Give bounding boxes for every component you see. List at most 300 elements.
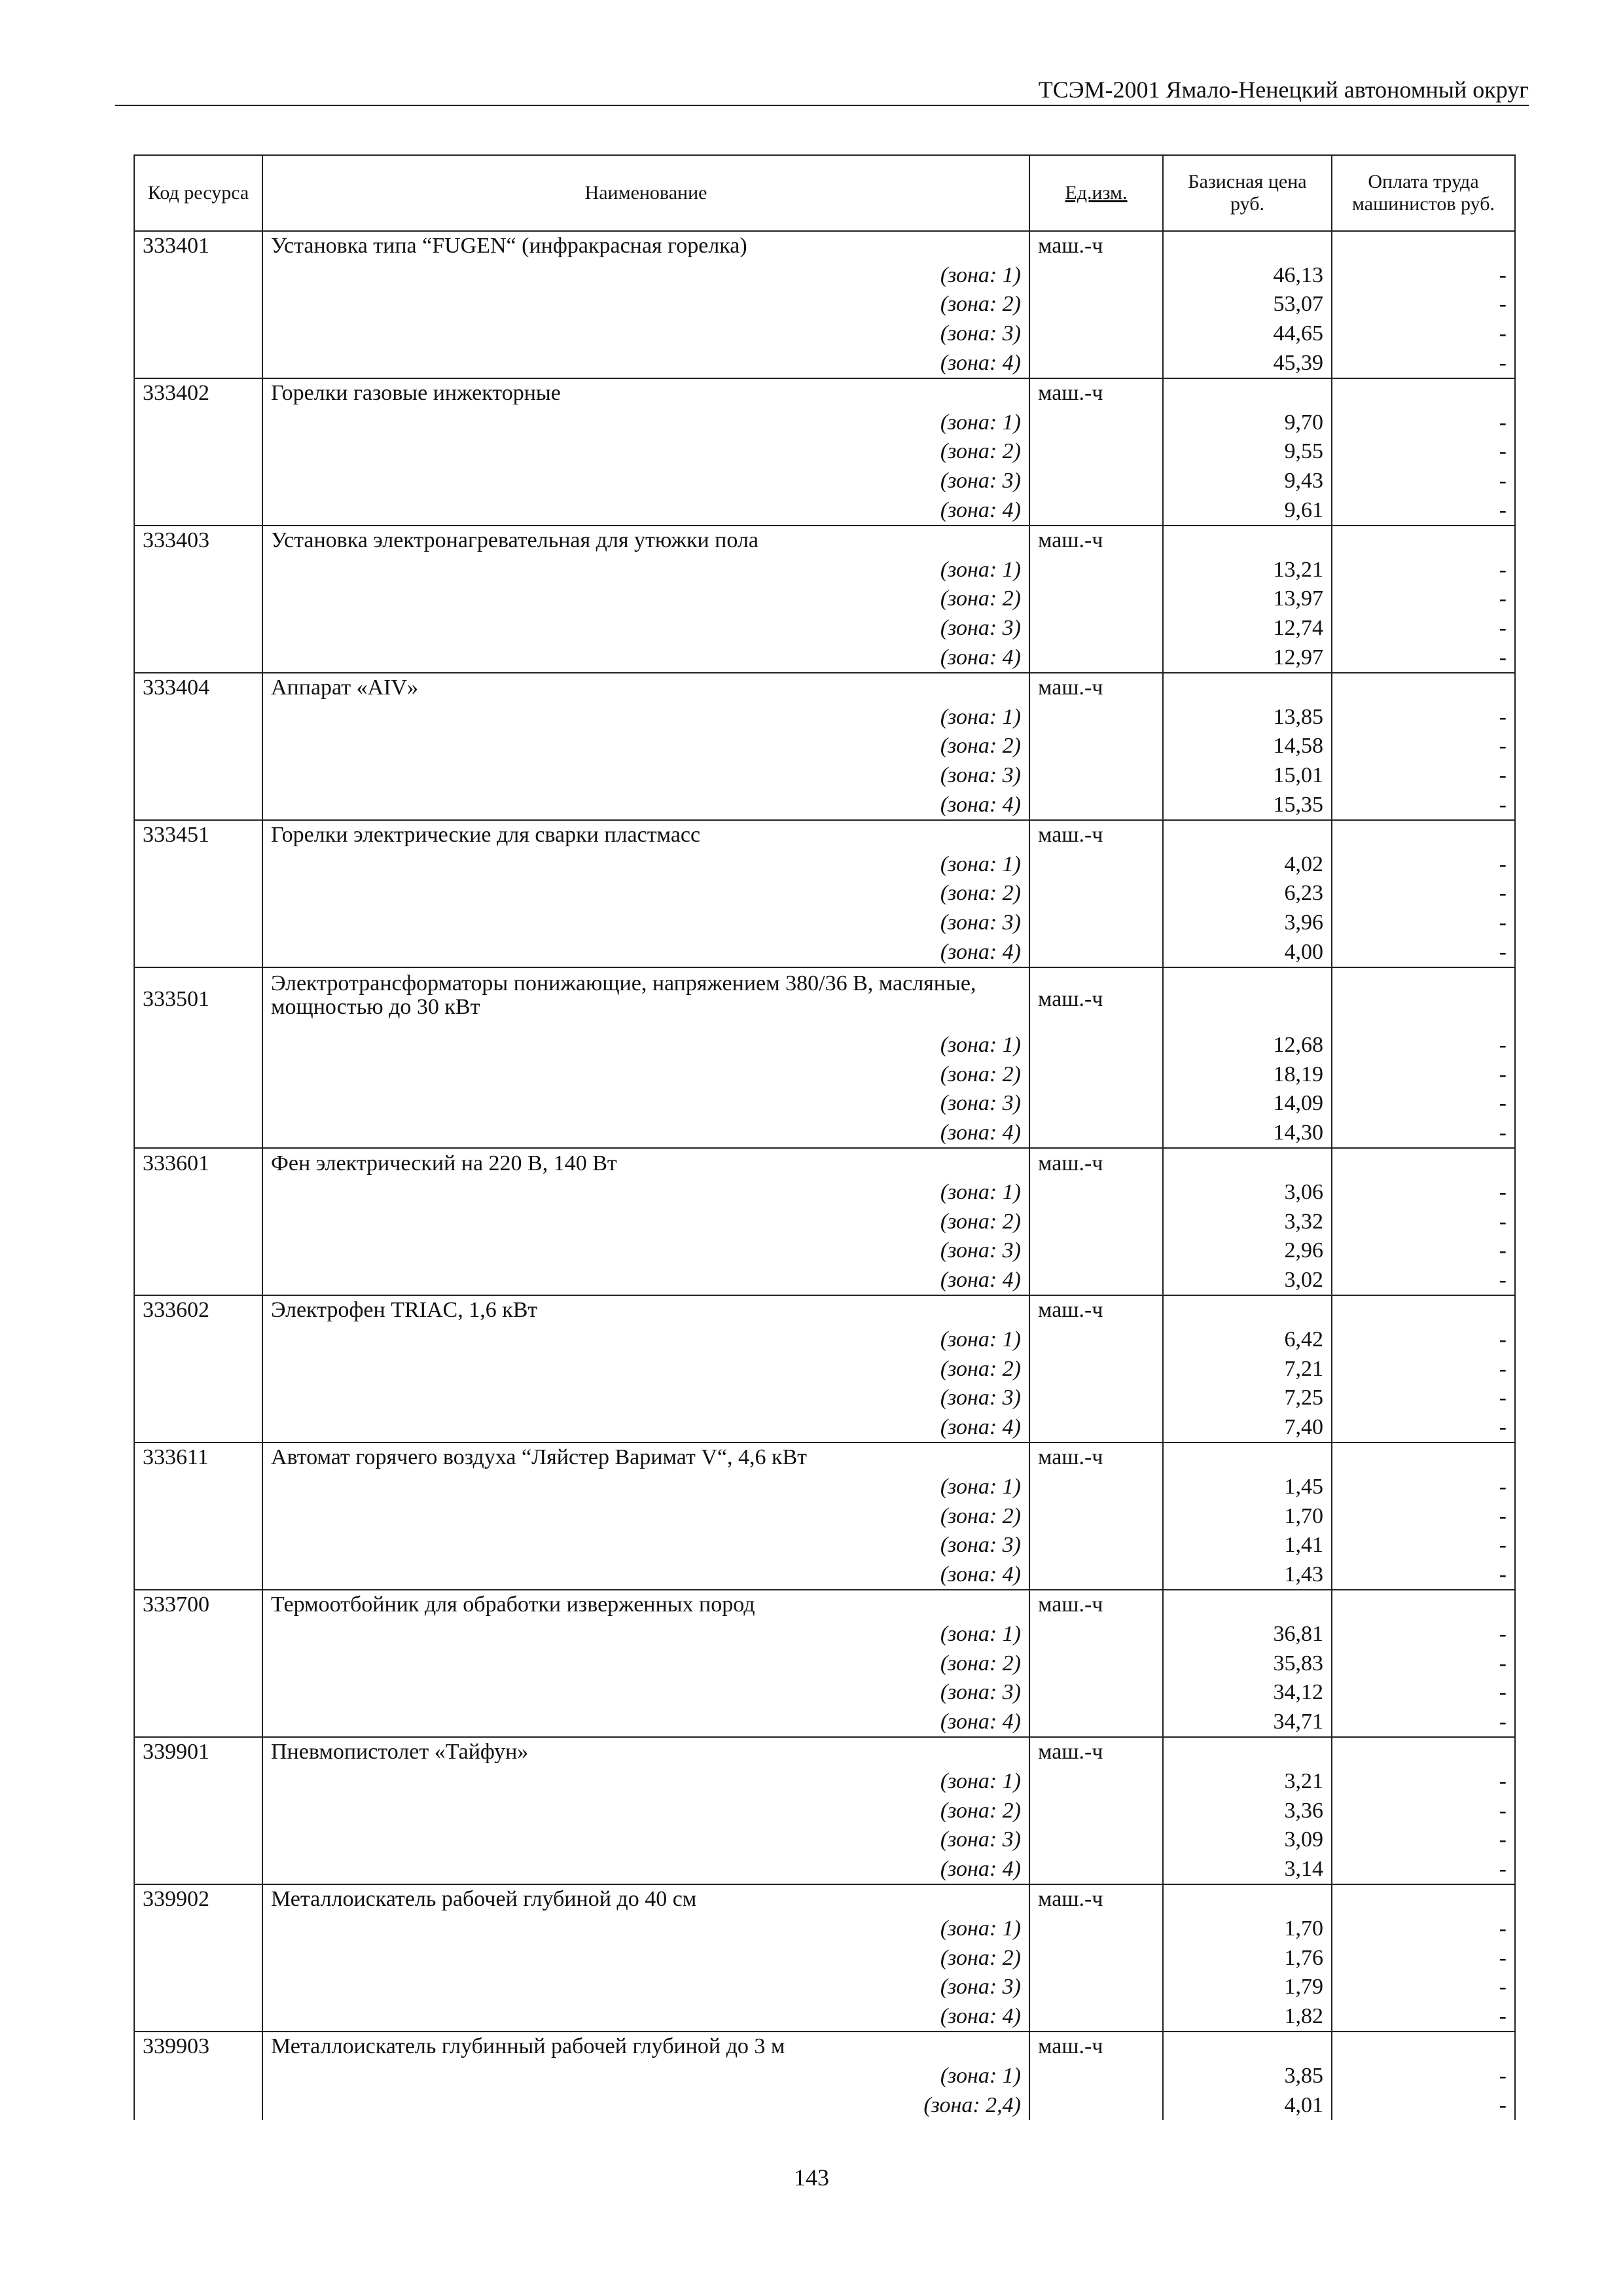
zone-label: (зона: 2) [262,1060,1029,1089]
zone-row [134,1973,1515,2002]
zone-label: (зона: 3) [262,1678,1029,1708]
zone-unit-empty [1029,1796,1163,1825]
zone-unit-empty [1029,495,1163,526]
zone-code-empty [134,1119,262,1149]
zone-label: (зона: 1) [262,261,1029,291]
zone-code-empty [134,2062,262,2091]
resource-code: 339903 [134,2032,262,2062]
zone-row [134,2090,1515,2120]
zone-base-price: 1,41 [1163,1531,1332,1560]
zone-row [134,1089,1515,1119]
zone-label: (зона: 4) [262,2001,1029,2032]
zone-operator-pay: - [1332,1620,1515,1649]
zone-row [134,1854,1515,1884]
zone-code-empty [134,614,262,643]
resource-row [134,967,1515,1031]
zone-code-empty [134,1031,262,1060]
zone-operator-pay: - [1332,556,1515,585]
resource-price-empty [1163,231,1332,261]
zone-code-empty [134,437,262,467]
zone-code-empty [134,495,262,526]
zone-row [134,1531,1515,1560]
zone-unit-empty [1029,761,1163,791]
resource-unit: маш.-ч [1029,1295,1163,1325]
header-base-price: Базисная цена руб. [1163,155,1332,231]
zone-base-price: 1,82 [1163,2001,1332,2032]
zone-row [134,1708,1515,1738]
zone-base-price: 3,21 [1163,1767,1332,1797]
zone-unit-empty [1029,1560,1163,1590]
zone-base-price: 9,61 [1163,495,1332,526]
zone-code-empty [134,1767,262,1797]
resource-table [134,154,1516,2120]
header-divider [115,105,1529,106]
zone-row [134,2001,1515,2032]
zone-base-price: 3,85 [1163,2062,1332,2091]
resource-row [134,1884,1515,1914]
zone-unit-empty [1029,1620,1163,1649]
zone-row [134,703,1515,732]
zone-base-price: 36,81 [1163,1620,1332,1649]
zone-code-empty [134,467,262,496]
zone-unit-empty [1029,1119,1163,1149]
zone-label: (зона: 3) [262,1384,1029,1413]
zone-label: (зона: 1) [262,1178,1029,1208]
zone-unit-empty [1029,319,1163,349]
zone-unit-empty [1029,1973,1163,2002]
zone-operator-pay: - [1332,879,1515,908]
zone-operator-pay: - [1332,495,1515,526]
zone-row [134,790,1515,820]
zone-base-price: 46,13 [1163,261,1332,291]
zone-row [134,1678,1515,1708]
zone-unit-empty [1029,879,1163,908]
resource-price-empty [1163,1148,1332,1178]
resource-price-empty [1163,967,1332,1031]
zone-unit-empty [1029,467,1163,496]
zone-code-empty [134,1649,262,1678]
resource-price-empty [1163,1737,1332,1767]
zone-row [134,1620,1515,1649]
zone-code-empty [134,319,262,349]
zone-operator-pay: - [1332,614,1515,643]
zone-base-price: 7,21 [1163,1354,1332,1384]
zone-operator-pay: - [1332,1943,1515,1973]
resource-unit: маш.-ч [1029,526,1163,556]
zone-base-price: 35,83 [1163,1649,1332,1678]
resource-row [134,1737,1515,1767]
resource-code: 339902 [134,1884,262,1914]
zone-base-price: 13,97 [1163,584,1332,614]
zone-code-empty [134,1796,262,1825]
zone-row [134,1501,1515,1531]
zone-base-price: 9,70 [1163,408,1332,438]
zone-unit-empty [1029,1501,1163,1531]
resource-price-empty [1163,2032,1332,2062]
zone-base-price: 12,68 [1163,1031,1332,1060]
zone-unit-empty [1029,2001,1163,2032]
resource-unit: маш.-ч [1029,2032,1163,2062]
zone-unit-empty [1029,1413,1163,1443]
zone-code-empty [134,408,262,438]
zone-code-empty [134,1207,262,1236]
zone-label: (зона: 1) [262,1325,1029,1355]
resource-name: Аппарат «AIV» [262,673,1029,703]
zone-base-price: 6,23 [1163,879,1332,908]
zone-row [134,1384,1515,1413]
zone-base-price: 15,35 [1163,790,1332,820]
zone-operator-pay: - [1332,1473,1515,1502]
zone-row [134,584,1515,614]
resource-code: 339901 [134,1737,262,1767]
zone-base-price: 44,65 [1163,319,1332,349]
resource-pay-empty [1332,231,1515,261]
resource-row [134,820,1515,850]
zone-label: (зона: 3) [262,467,1029,496]
zone-unit-empty [1029,614,1163,643]
resource-unit: маш.-ч [1029,231,1163,261]
zone-row [134,1473,1515,1502]
zone-code-empty [134,761,262,791]
zone-base-price: 3,32 [1163,1207,1332,1236]
zone-label: (зона: 4) [262,643,1029,673]
resource-unit: маш.-ч [1029,1737,1163,1767]
zone-label: (зона: 3) [262,1973,1029,2002]
zone-label: (зона: 3) [262,761,1029,791]
resource-pay-empty [1332,967,1515,1031]
zone-code-empty [134,348,262,378]
zone-row [134,1178,1515,1208]
zone-row [134,290,1515,319]
table-header-row [134,155,1515,231]
resource-code: 333403 [134,526,262,556]
zone-label: (зона: 1) [262,850,1029,879]
zone-operator-pay: - [1332,1178,1515,1208]
zone-code-empty [134,1973,262,2002]
resource-pay-empty [1332,1737,1515,1767]
zone-label: (зона: 2) [262,879,1029,908]
zone-row [134,937,1515,967]
zone-unit-empty [1029,1178,1163,1208]
zone-code-empty [134,556,262,585]
zone-code-empty [134,937,262,967]
resource-name: Горелки газовые инжекторные [262,378,1029,408]
zone-operator-pay: - [1332,1354,1515,1384]
zone-row [134,1207,1515,1236]
zone-label: (зона: 3) [262,1825,1029,1855]
page-header-title: ТСЭМ-2001 Ямало-Ненецкий автономный округ [1038,77,1529,103]
zone-operator-pay: - [1332,2001,1515,2032]
zone-base-price: 1,76 [1163,1943,1332,1973]
zone-base-price: 2,96 [1163,1236,1332,1266]
zone-code-empty [134,1501,262,1531]
zone-operator-pay: - [1332,1413,1515,1443]
zone-code-empty [134,1266,262,1296]
resource-row [134,1148,1515,1178]
zone-operator-pay: - [1332,467,1515,496]
zone-operator-pay: - [1332,1854,1515,1884]
header-operator-pay: Оплата труда машинистов руб. [1332,155,1515,231]
zone-label: (зона: 1) [262,1620,1029,1649]
resource-row [134,1590,1515,1620]
zone-operator-pay: - [1332,732,1515,761]
zone-code-empty [134,1678,262,1708]
zone-label: (зона: 4) [262,1119,1029,1149]
zone-unit-empty [1029,1060,1163,1089]
zone-base-price: 12,74 [1163,614,1332,643]
zone-unit-empty [1029,850,1163,879]
resource-row [134,1295,1515,1325]
resource-price-empty [1163,820,1332,850]
zone-base-price: 3,02 [1163,1266,1332,1296]
resource-code: 333700 [134,1590,262,1620]
zone-row [134,1825,1515,1855]
resource-code: 333451 [134,820,262,850]
zone-row [134,1266,1515,1296]
zone-label: (зона: 3) [262,1531,1029,1560]
zone-base-price: 9,55 [1163,437,1332,467]
zone-row [134,1796,1515,1825]
zone-base-price: 13,85 [1163,703,1332,732]
zone-row [134,1943,1515,1973]
resource-name: Горелки электрические для сварки пластмасс [262,820,1029,850]
zone-unit-empty [1029,1031,1163,1060]
zone-row [134,2062,1515,2091]
zone-operator-pay: - [1332,584,1515,614]
zone-row [134,1060,1515,1089]
zone-row [134,879,1515,908]
zone-unit-empty [1029,790,1163,820]
zone-unit-empty [1029,1089,1163,1119]
zone-row [134,1236,1515,1266]
zone-label: (зона: 4) [262,1854,1029,1884]
header-code: Код ресурса [134,155,262,231]
zone-label: (зона: 2) [262,1207,1029,1236]
zone-unit-empty [1029,1236,1163,1266]
zone-label: (зона: 1) [262,2062,1029,2091]
zone-operator-pay: - [1332,1914,1515,1944]
zone-base-price: 3,09 [1163,1825,1332,1855]
zone-unit-empty [1029,1354,1163,1384]
zone-base-price: 18,19 [1163,1060,1332,1089]
resource-row [134,526,1515,556]
zone-code-empty [134,1089,262,1119]
zone-base-price: 13,21 [1163,556,1332,585]
zone-code-empty [134,703,262,732]
resource-code: 333401 [134,231,262,261]
zone-unit-empty [1029,643,1163,673]
zone-row [134,1413,1515,1443]
zone-code-empty [134,1354,262,1384]
zone-code-empty [134,1620,262,1649]
zone-label: (зона: 2,4) [262,2090,1029,2120]
zone-label: (зона: 2) [262,1354,1029,1384]
zone-operator-pay: - [1332,1825,1515,1855]
zone-operator-pay: - [1332,1973,1515,2002]
resource-unit: маш.-ч [1029,967,1163,1031]
zone-row [134,1119,1515,1149]
zone-base-price: 1,43 [1163,1560,1332,1590]
zone-label: (зона: 4) [262,495,1029,526]
zone-label: (зона: 1) [262,1473,1029,1502]
zone-row [134,732,1515,761]
resource-pay-empty [1332,1148,1515,1178]
zone-base-price: 4,01 [1163,2090,1332,2120]
zone-row [134,850,1515,879]
zone-label: (зона: 4) [262,790,1029,820]
zone-unit-empty [1029,732,1163,761]
zone-row [134,556,1515,585]
zone-label: (зона: 2) [262,1649,1029,1678]
zone-code-empty [134,1531,262,1560]
zone-operator-pay: - [1332,908,1515,938]
zone-operator-pay: - [1332,1060,1515,1089]
header-unit [1029,155,1163,231]
resource-pay-empty [1332,1590,1515,1620]
zone-base-price: 34,12 [1163,1678,1332,1708]
resource-name: Электрофен TRIAC, 1,6 кВт [262,1295,1029,1325]
zone-label: (зона: 3) [262,1089,1029,1119]
zone-code-empty [134,1914,262,1944]
zone-operator-pay: - [1332,437,1515,467]
zone-base-price: 4,00 [1163,937,1332,967]
zone-operator-pay: - [1332,1560,1515,1590]
zone-label: (зона: 3) [262,319,1029,349]
resource-code: 333611 [134,1443,262,1473]
zone-row [134,1649,1515,1678]
resource-pay-empty [1332,1443,1515,1473]
zone-label: (зона: 1) [262,408,1029,438]
zone-label: (зона: 4) [262,1560,1029,1590]
table-body [134,231,1515,2120]
zone-row [134,1560,1515,1590]
zone-base-price: 34,71 [1163,1708,1332,1738]
zone-unit-empty [1029,408,1163,438]
zone-unit-empty [1029,908,1163,938]
zone-operator-pay: - [1332,1031,1515,1060]
zone-operator-pay: - [1332,1767,1515,1797]
zone-code-empty [134,1236,262,1266]
zone-base-price: 1,79 [1163,1973,1332,2002]
zone-unit-empty [1029,2090,1163,2120]
zone-label: (зона: 3) [262,908,1029,938]
zone-code-empty [134,1178,262,1208]
zone-operator-pay: - [1332,1796,1515,1825]
zone-label: (зона: 1) [262,556,1029,585]
zone-code-empty [134,584,262,614]
resource-unit: маш.-ч [1029,1590,1163,1620]
zone-code-empty [134,290,262,319]
zone-unit-empty [1029,261,1163,291]
zone-code-empty [134,1413,262,1443]
zone-code-empty [134,1825,262,1855]
zone-base-price: 12,97 [1163,643,1332,673]
zone-unit-empty [1029,1207,1163,1236]
zone-base-price: 14,58 [1163,732,1332,761]
resource-pay-empty [1332,1884,1515,1914]
zone-operator-pay: - [1332,937,1515,967]
zone-code-empty [134,879,262,908]
zone-unit-empty [1029,1384,1163,1413]
zone-code-empty [134,2001,262,2032]
zone-code-empty [134,908,262,938]
resource-code: 333404 [134,673,262,703]
zone-operator-pay: - [1332,703,1515,732]
zone-operator-pay: - [1332,1384,1515,1413]
zone-unit-empty [1029,1649,1163,1678]
zone-base-price: 7,25 [1163,1384,1332,1413]
zone-code-empty [134,1325,262,1355]
zone-unit-empty [1029,1767,1163,1797]
zone-unit-empty [1029,348,1163,378]
zone-code-empty [134,790,262,820]
zone-unit-empty [1029,1708,1163,1738]
resource-unit: маш.-ч [1029,673,1163,703]
resource-name: Пневмопистолет «Тайфун» [262,1737,1029,1767]
zone-label: (зона: 2) [262,1943,1029,1973]
resource-name: Электротрансформаторы понижающие, напряжением 380/36 В, масляные, мощностью до 30 кВт [262,967,1029,1031]
zone-row [134,348,1515,378]
resource-name: Установка типа “FUGEN“ (инфракрасная горелка) [262,231,1029,261]
zone-label: (зона: 2) [262,584,1029,614]
zone-label: (зона: 2) [262,732,1029,761]
resource-price-empty [1163,1443,1332,1473]
zone-row [134,1354,1515,1384]
zone-operator-pay: - [1332,319,1515,349]
zone-label: (зона: 1) [262,1031,1029,1060]
resource-code: 333602 [134,1295,262,1325]
resource-pay-empty [1332,2032,1515,2062]
zone-operator-pay: - [1332,1266,1515,1296]
zone-base-price: 4,02 [1163,850,1332,879]
resource-code: 333501 [134,967,262,1031]
zone-unit-empty [1029,937,1163,967]
zone-code-empty [134,1854,262,1884]
zone-operator-pay: - [1332,1236,1515,1266]
zone-operator-pay: - [1332,1325,1515,1355]
zone-operator-pay: - [1332,348,1515,378]
zone-unit-empty [1029,290,1163,319]
zone-unit-empty [1029,1914,1163,1944]
zone-row [134,1031,1515,1060]
zone-code-empty [134,1708,262,1738]
zone-operator-pay: - [1332,761,1515,791]
zone-operator-pay: - [1332,1531,1515,1560]
zone-base-price: 1,45 [1163,1473,1332,1502]
zone-operator-pay: - [1332,1649,1515,1678]
zone-unit-empty [1029,584,1163,614]
zone-base-price: 53,07 [1163,290,1332,319]
zone-base-price: 14,30 [1163,1119,1332,1149]
zone-label: (зона: 1) [262,1914,1029,1944]
resource-name: Автомат горячего воздуха “Ляйстер Варимат V“, 4,6 кВт [262,1443,1029,1473]
zone-unit-empty [1029,1943,1163,1973]
zone-code-empty [134,261,262,291]
zone-base-price: 7,40 [1163,1413,1332,1443]
zone-label: (зона: 2) [262,1501,1029,1531]
zone-operator-pay: - [1332,1708,1515,1738]
zone-code-empty [134,2090,262,2120]
zone-row [134,1914,1515,1944]
resource-name: Установка электронагревательная для утюжки пола [262,526,1029,556]
resource-unit: маш.-ч [1029,1443,1163,1473]
resource-price-empty [1163,673,1332,703]
zone-base-price: 3,14 [1163,1854,1332,1884]
zone-label: (зона: 3) [262,614,1029,643]
resource-pay-empty [1332,820,1515,850]
zone-row [134,614,1515,643]
zone-label: (зона: 4) [262,1266,1029,1296]
